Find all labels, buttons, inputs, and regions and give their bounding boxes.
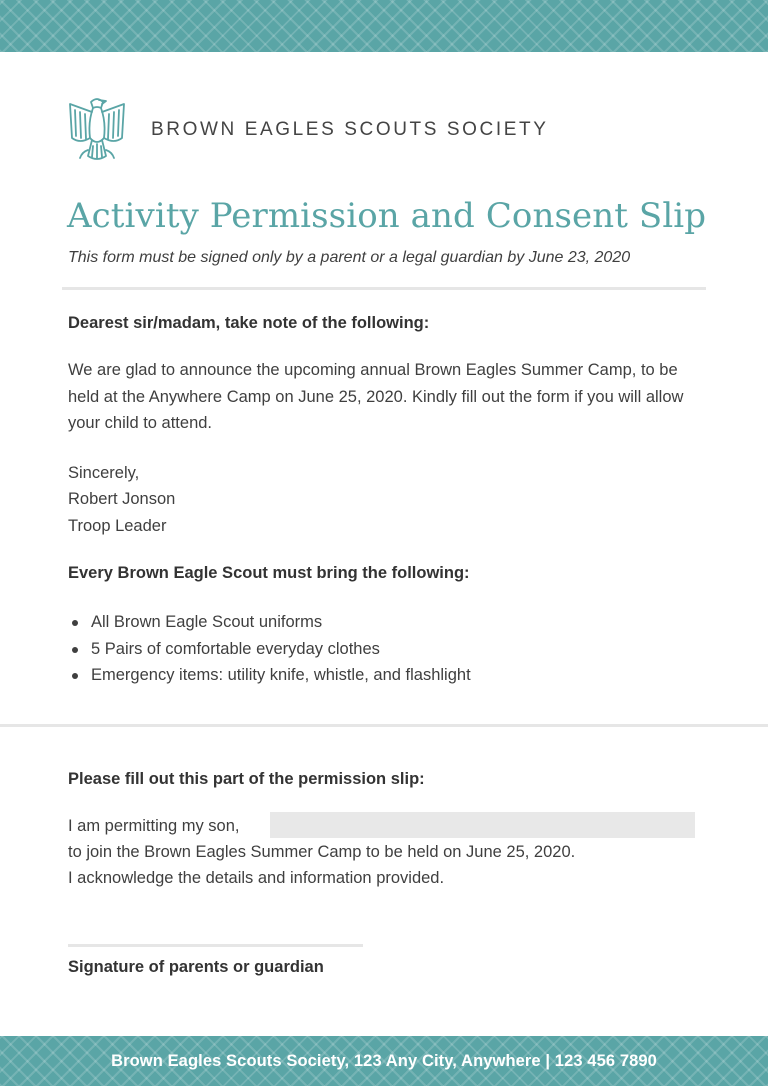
page-subtitle: This form must be signed only by a parent or a legal guardian by June 23, 2020 bbox=[68, 249, 631, 266]
acknowledgement-text: I acknowledge the details and information provided. bbox=[68, 869, 445, 887]
letter-body: We are glad to announce the upcoming annual Brown Eagles Summer Camp, to be held at the Anywhere Camp on June 25, 2020. Kindly fill out the form if you will allow your child to attend. bbox=[68, 361, 684, 432]
page-title: Activity Permission and Consent Slip bbox=[67, 196, 707, 236]
eagle-icon bbox=[66, 94, 128, 164]
list-item: Emergency items: utility knife, whistle, and flashlight bbox=[68, 662, 471, 689]
signature-label: Signature of parents or guardian bbox=[68, 958, 324, 976]
footer-contact: Brown Eagles Scouts Society, 123 Any City, Anywhere | 123 456 7890 bbox=[111, 1051, 657, 1070]
letter-heading: Dearest sir/madam, take note of the following: bbox=[68, 314, 430, 332]
section-divider bbox=[0, 724, 768, 727]
signature-line[interactable] bbox=[68, 944, 363, 947]
signer-name: Robert Jonson bbox=[68, 490, 176, 508]
list-item: 5 Pairs of comfortable everyday clothes bbox=[68, 636, 471, 663]
divider bbox=[62, 287, 706, 290]
form-heading: Please fill out this part of the permission slip: bbox=[68, 770, 425, 788]
letter-closing: Sincerely, bbox=[68, 464, 140, 482]
child-name-field[interactable] bbox=[270, 812, 695, 838]
list-item: All Brown Eagle Scout uniforms bbox=[68, 609, 471, 636]
checklist bbox=[68, 609, 471, 689]
footer-banner bbox=[0, 1036, 768, 1086]
checklist-heading: Every Brown Eagle Scout must bring the following: bbox=[68, 564, 470, 582]
permission-statement: I am permitting my son, bbox=[68, 817, 240, 835]
signer-title: Troop Leader bbox=[68, 517, 167, 535]
permission-detail: to join the Brown Eagles Summer Camp to be held on June 25, 2020. bbox=[68, 843, 576, 861]
top-banner bbox=[0, 0, 768, 52]
organization-name: BROWN EAGLES SCOUTS SOCIETY bbox=[151, 119, 549, 140]
